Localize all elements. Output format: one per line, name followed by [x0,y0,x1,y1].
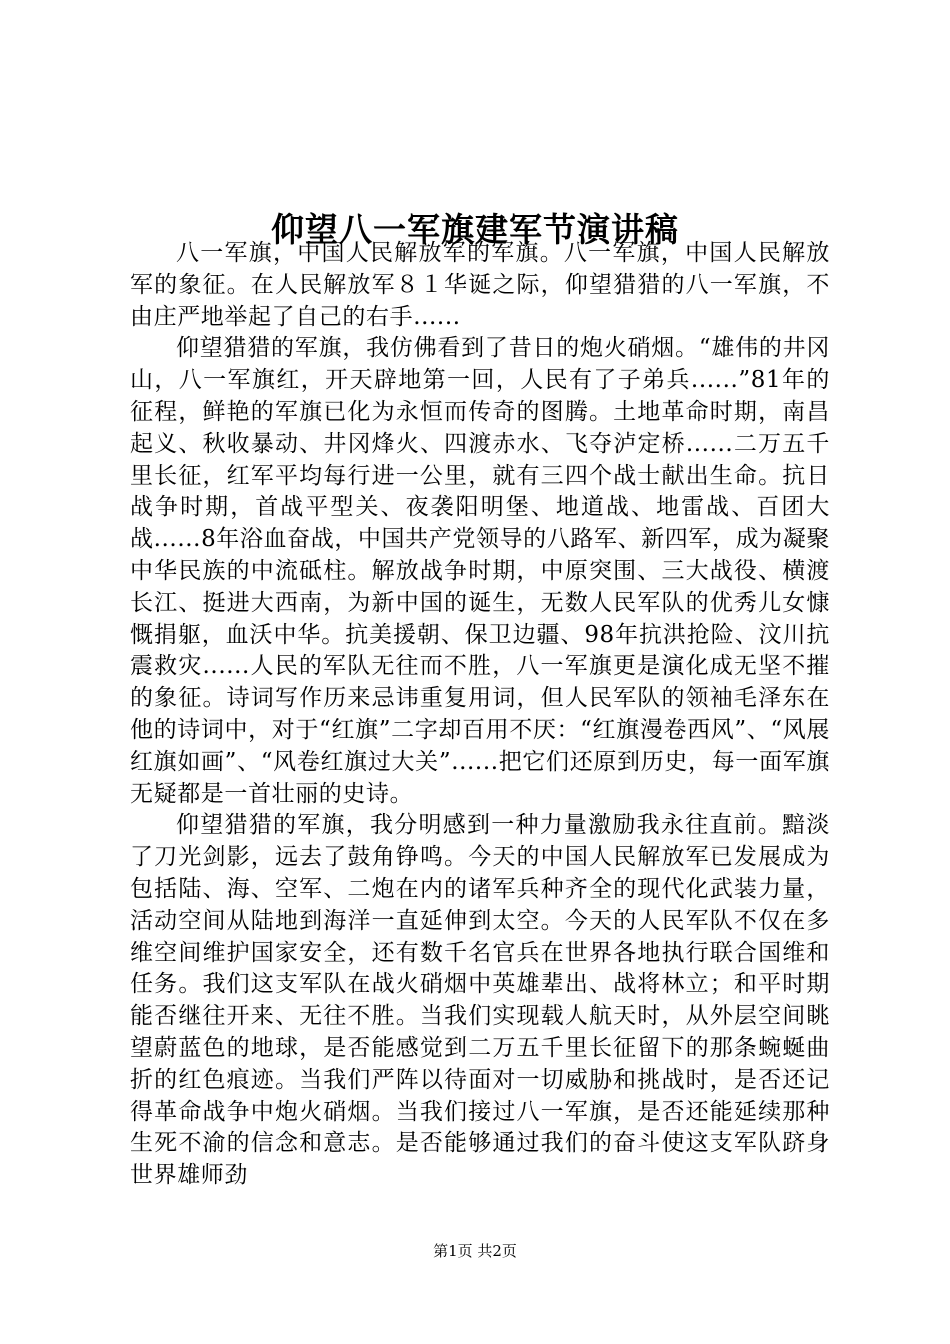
paragraph-2: 仰望猎猎的军旗，我仿佛看到了昔日的炮火硝烟。“雄伟的井冈山，八一军旗红，开天辟地第一回，人民有了子弟兵......”81年的征程，鲜艳的军旗已化为永恒而传奇的图腾。土地革命时期，南昌起义、秋收暴动、井冈烽火、四渡赤水、飞夺泸定桥......二万五千里长征，红军平均每行进一公里，就有三四个战士献出生命。抗日战争时期，首战平型关、夜袭阳明堡、地道战、地雷战、百团大战......8年浴血奋战，中国共产党领导的八路军、新四军，成为凝聚中华民族的中流砥柱。解放战争时期，中原突围、三大战役、横渡长江、挺进大西南，为新中国的诞生，无数人民军队的优秀儿女慷慨捐躯，血沃中华。抗美援朝、保卫边疆、98年抗洪抢险、汶川抗震救灾......人民的军队无往而不胜，八一军旗更是演化成无坚不摧的象征。诗词写作历来忌讳重复用词，但人民军队的领袖毛泽东在他的诗词中，对于“红旗”二字却百用不厌：“红旗漫卷西风”、“风展红旗如画”、“风卷红旗过大关”......把它们还原到历史，每一面军旗无疑都是一首壮丽的史诗。 [130,335,830,807]
document-title: 仰望八一军旗建军节演讲稿 [271,210,679,250]
page-footer: 第1页 共2页 [433,1242,517,1260]
paragraph-3: 仰望猎猎的军旗，我分明感到一种力量激励我永往直前。黯淡了刀光剑影，远去了鼓角铮鸣。今天的中国人民解放军已发展成为包括陆、海、空军、二炮在内的诸军兵种齐全的现代化武装力量，活动空间从陆地到海洋一直延伸到太空。今天的人民军队不仅在多维空间维护国家安全，还有数千名官兵在世界各地执行联合国维和任务。我们这支军队在战火硝烟中英雄辈出、战将林立；和平时期能否继往开来、无往不胜。当我们实现载人航天时，从外层空间眺望蔚蓝色的地球，是否能感觉到二万五千里长征留下的那条蜿蜒曲折的红色痕迹。当我们严阵以待面对一切威胁和挑战时，是否还记得革命战争中炮火硝烟。当我们接过八一军旗，是否还能延续那种生死不渝的信念和意志。是否能够通过我们的奋斗使这支军队跻身世界雄师劲 [130,812,830,1189]
paragraph-1: 八一军旗，中国人民解放军的军旗。八一军旗，中国人民解放军的象征。在人民解放军８１华诞之际，仰望猎猎的八一军旗，不由庄严地举起了自己的右手...... [130,240,830,330]
document-body [130,238,830,1192]
